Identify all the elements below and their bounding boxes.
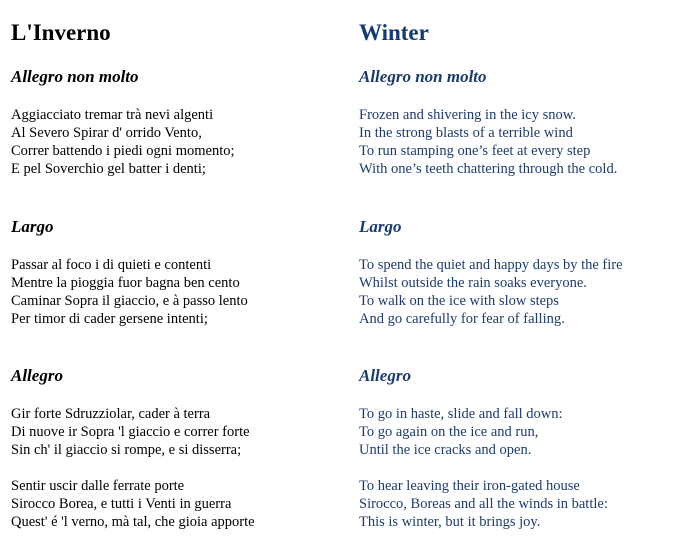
verse-line: Aggiacciato tremar trà nevi algenti (11, 107, 214, 123)
verse-line: This is winter, but it brings joy. (359, 514, 541, 530)
verse-line: To spend the quiet and happy days by the fire (359, 257, 623, 273)
movement-heading-allegro-non-molto: Allegro non molto (11, 67, 139, 86)
english-title: Winter (359, 20, 429, 45)
verse-line: Sirocco Borea, e tutti i Venti in guerra (11, 496, 232, 512)
verse-line: To run stamping one’s feet at every step (359, 143, 591, 159)
verse-line: To go again on the ice and run, (359, 424, 539, 440)
stanza (11, 477, 255, 531)
movement-heading-allegro: Allegro (11, 366, 63, 385)
movement-heading-largo: Largo (359, 217, 402, 236)
stanza (11, 405, 250, 459)
stanza (359, 256, 623, 328)
verse-line: With one’s teeth chattering through the cold. (359, 161, 618, 177)
stanza (359, 477, 608, 531)
verse-line: To hear leaving their iron-gated house (359, 478, 580, 494)
stanza (359, 106, 617, 178)
verse-line: Passar al foco i di quieti e contenti (11, 257, 212, 273)
movement-heading-allegro: Allegro (359, 366, 411, 385)
verse-line: Al Severo Spirar d' orrido Vento, (11, 125, 202, 141)
verse-line: Sin ch' il giaccio si rompe, e si disserra; (11, 442, 242, 458)
verse-line: Correr battendo i piedi ogni momento; (11, 143, 235, 159)
stanza (359, 405, 563, 459)
stanza (11, 106, 235, 178)
verse-line: To walk on the ice with slow steps (359, 293, 559, 309)
verse-line: In the strong blasts of a terrible wind (359, 125, 573, 141)
verse-line: Gir forte Sdruzziolar, cader à terra (11, 406, 211, 422)
verse-line: Frozen and shivering in the icy snow. (359, 107, 576, 123)
verse-line: And go carefully for fear of falling. (359, 311, 565, 327)
stanza (11, 256, 248, 328)
verse-line: Per timor di cader gersene intenti; (11, 311, 208, 327)
verse-line: To go in haste, slide and fall down: (359, 406, 563, 422)
verse-line: Quest' é 'l verno, mà tal, che gioia apporte (11, 514, 255, 530)
verse-line: Sentir uscir dalle ferrate porte (11, 478, 185, 494)
italian-title: L'Inverno (11, 20, 111, 45)
verse-line: Sirocco, Boreas and all the winds in battle: (359, 496, 608, 512)
verse-line: E pel Soverchio gel batter i denti; (11, 161, 206, 177)
verse-line: Whilst outside the rain soaks everyone. (359, 275, 587, 291)
movement-heading-allegro-non-molto: Allegro non molto (359, 67, 487, 86)
movement-heading-largo: Largo (11, 217, 54, 236)
verse-line: Mentre la pioggia fuor bagna ben cento (11, 275, 240, 291)
verse-line: Caminar Sopra il giaccio, e à passo lento (11, 293, 248, 309)
verse-line: Di nuove ir Sopra 'l giaccio e correr forte (11, 424, 250, 440)
verse-line: Until the ice cracks and open. (359, 442, 532, 458)
